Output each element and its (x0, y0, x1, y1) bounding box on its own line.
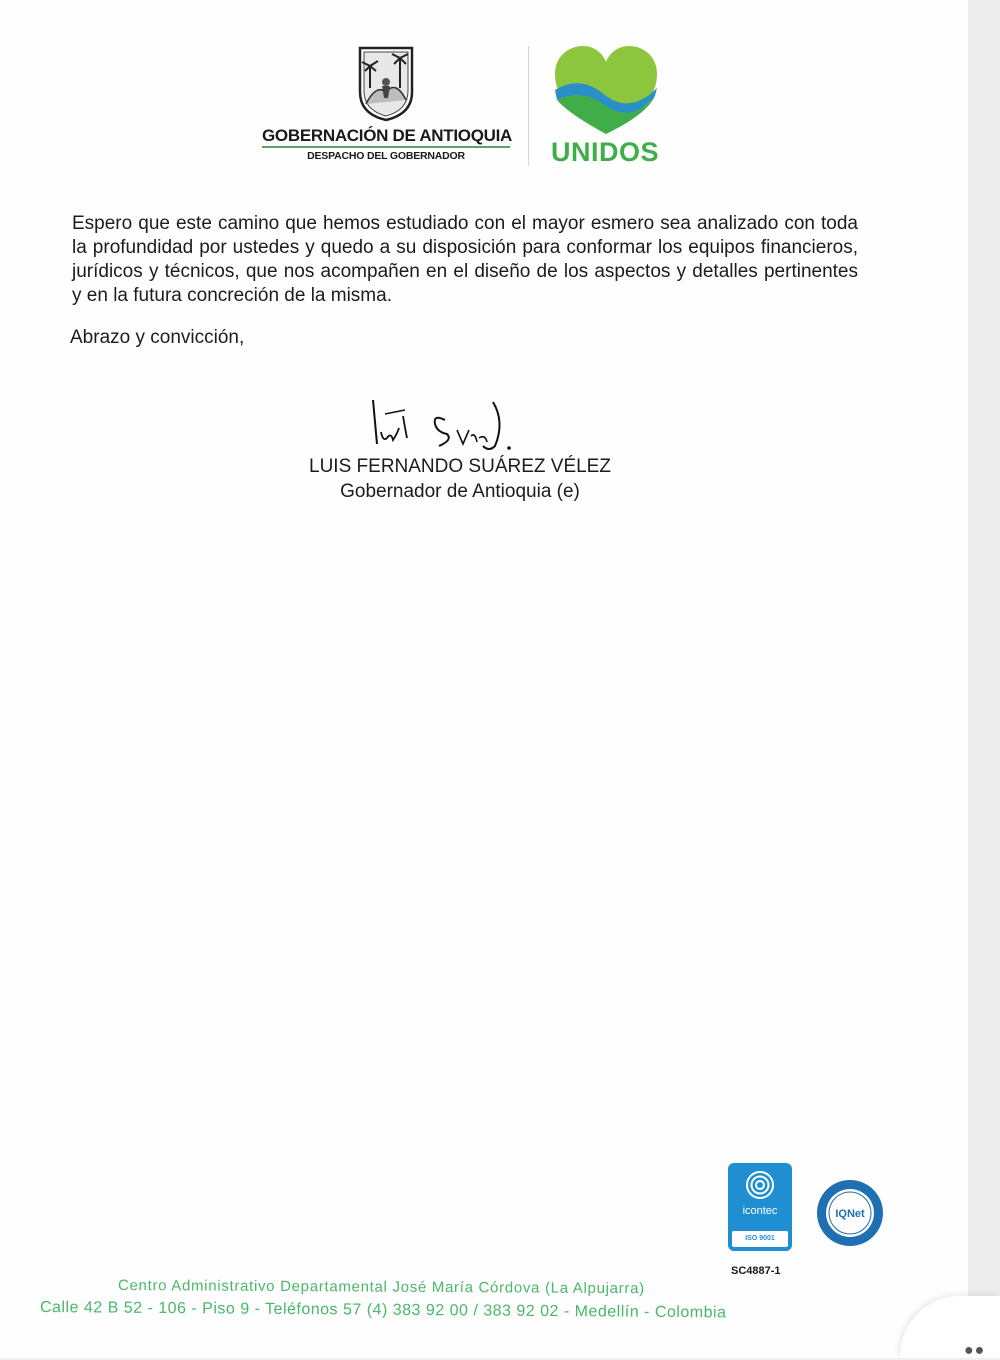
header-divider (528, 46, 529, 166)
more-options-icon[interactable]: ●● (964, 1342, 986, 1359)
closing-salutation: Abrazo y convicción, (70, 327, 245, 348)
handwritten-signature (365, 392, 525, 454)
footer-address-line1: Centro Administrativo Departamental José María Córdova (La Alpujarra) (117, 1277, 645, 1298)
icontec-label: icontec (742, 1205, 778, 1217)
iso-label: ISO 9001 (732, 1231, 788, 1247)
government-subtitle: DESPACHO DEL GOBERNADOR (307, 150, 465, 162)
signer-title: Gobernador de Antioquia (e) (340, 481, 580, 502)
unidos-slogan: UNIDOS (550, 137, 659, 167)
body-paragraph: Espero que este camino que hemos estudiado con el mayor esmero sea analizado con toda la profundidad por ustedes y quedo a su disposición para conformar los equipos financieros, jurídicos y técnicos, que nos acompañen en el diseño de los aspectos y detalles pertinentes y en la futura concreción de la misma. (72, 213, 858, 306)
antioquia-coat-of-arms (356, 44, 416, 122)
government-title: GOBERNACIÓN DE ANTIOQUIA (262, 126, 513, 145)
signer-name: LUIS FERNANDO SUÁREZ VÉLEZ (309, 456, 611, 477)
title-underline (262, 146, 510, 148)
icontec-seal (728, 1163, 792, 1251)
iqnet-seal (815, 1178, 885, 1248)
footer-address-line2: Calle 42 B 52 - 106 - Piso 9 - Teléfonos 57 (4) 383 92 00 / 383 92 02 - Medellín - Colombia (39, 1299, 727, 1322)
viewer-side-strip (968, 0, 1000, 1358)
unidos-heart-logo (551, 44, 661, 136)
iqnet-label: IQNet (835, 1208, 865, 1220)
certificate-code: SC4887-1 (731, 1265, 781, 1277)
icontec-spiral-icon (744, 1169, 776, 1201)
